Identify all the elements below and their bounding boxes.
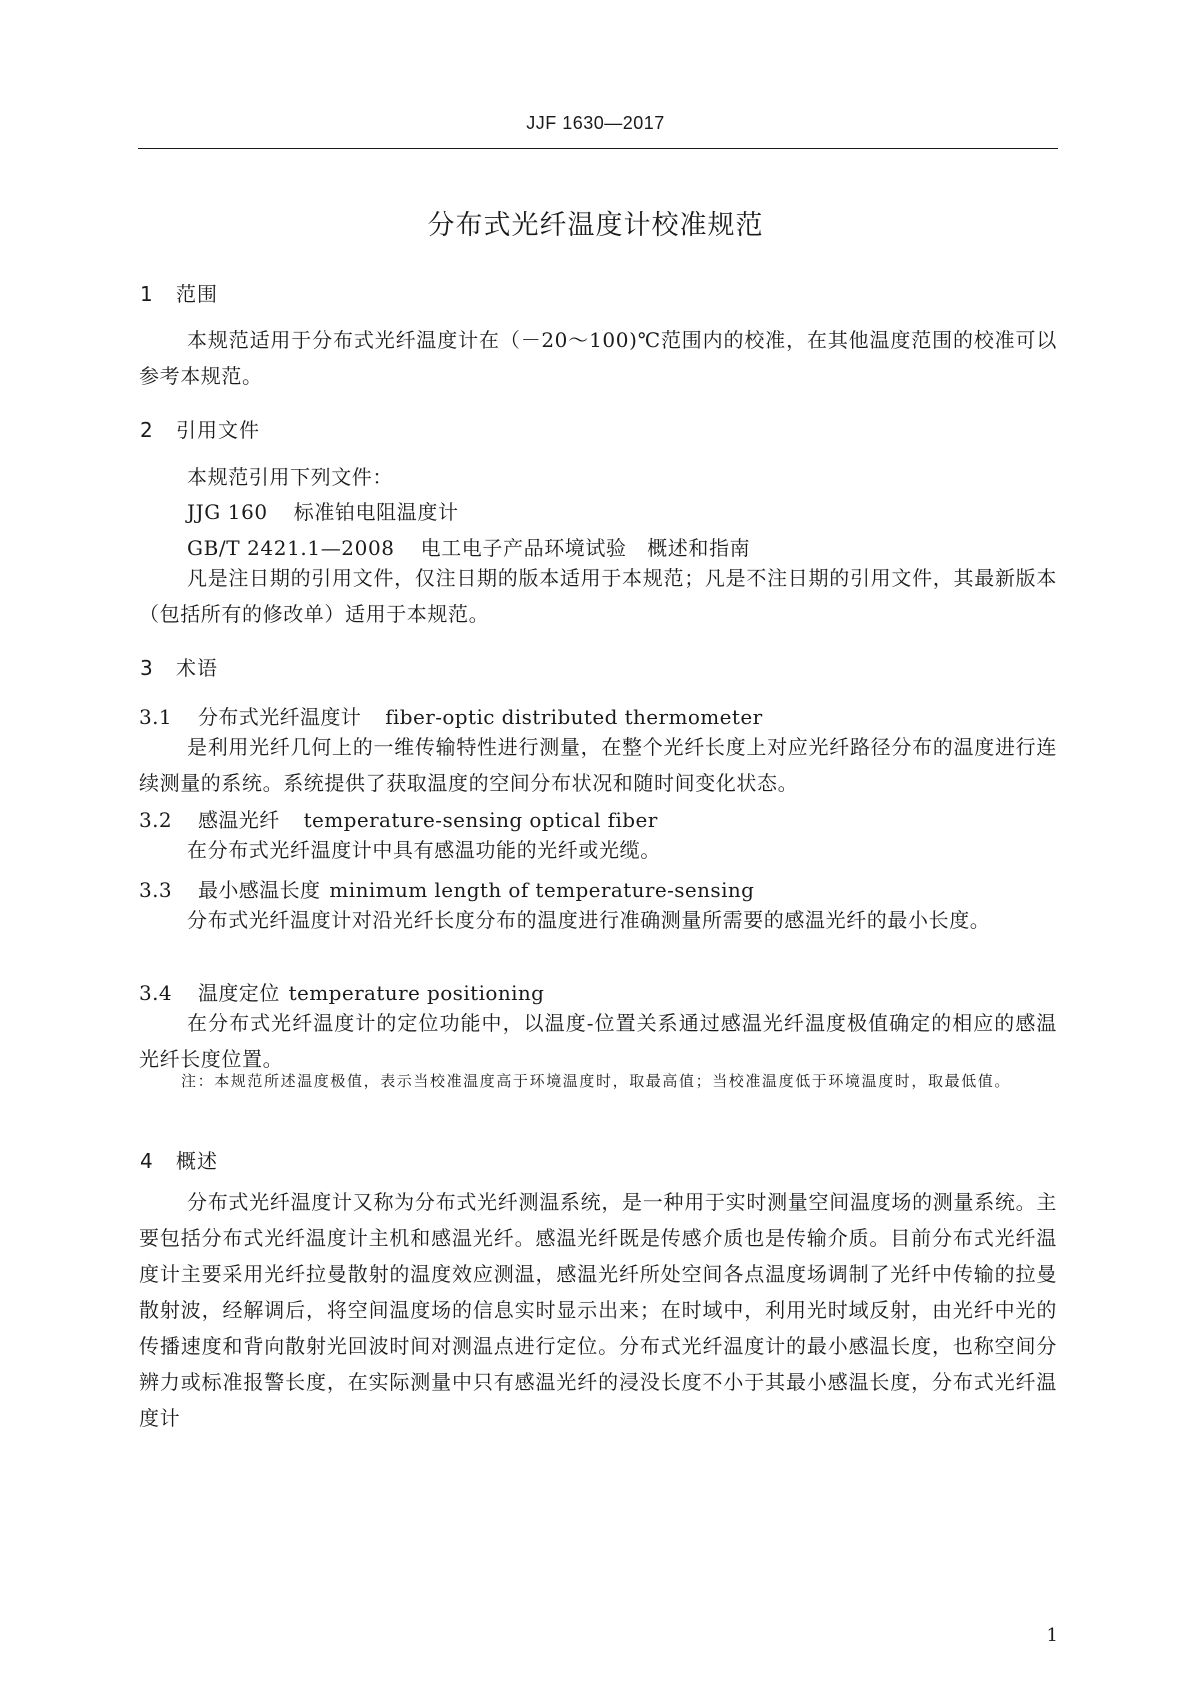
term-definition: 在分布式光纤温度计的定位功能中，以温度-位置关系通过感温光纤温度极值确定的相应的感温光纤长度位置。 — [139, 1011, 1057, 1071]
section-number: 1 — [140, 282, 154, 306]
reference-code: GB/T 2421.1—2008 — [187, 536, 395, 560]
term-english: minimum length of temperature-sensing — [329, 878, 755, 902]
term-definition: 在分布式光纤温度计中具有感温功能的光纤或光缆。 — [187, 838, 661, 862]
term-number: 3.3 — [139, 878, 173, 902]
term-heading — [139, 874, 754, 903]
term-chinese: 最小感温长度 — [198, 878, 321, 902]
page-number: 1 — [1046, 1625, 1058, 1646]
term-english: temperature-sensing optical fiber — [303, 808, 658, 832]
note: 注：本规范所述温度极值，表示当校准温度高于环境温度时，取最高值；当校准温度低于环境温度时，取最低值。 — [181, 1072, 1012, 1090]
references-intro: 本规范引用下列文件： — [187, 465, 393, 489]
reference-name: 电工电子产品环境试验 概述和指南 — [420, 536, 751, 560]
section-2-heading — [140, 414, 260, 443]
reference-code: JJG 160 — [187, 500, 268, 524]
reference-item — [187, 532, 750, 561]
term-heading — [139, 804, 658, 833]
section-number: 2 — [140, 418, 154, 442]
term-definition: 是利用光纤几何上的一维传输特性进行测量，在整个光纤长度上对应光纤路径分布的温度进行连续测量的系统。系统提供了获取温度的空间分布状况和随时间变化状态。 — [139, 735, 1057, 795]
references-closing: 凡是注日期的引用文件，仅注日期的版本适用于本规范；凡是不注日期的引用文件，其最新版本（包括所有的修改单）适用于本规范。 — [139, 566, 1057, 626]
term-chinese: 温度定位 — [198, 981, 280, 1005]
term-number: 3.2 — [139, 808, 173, 832]
term-heading — [139, 701, 763, 730]
term-chinese: 分布式光纤温度计 — [198, 705, 362, 729]
reference-item — [187, 496, 459, 525]
reference-name: 标准铂电阻温度计 — [293, 500, 459, 524]
section-1-heading — [140, 278, 218, 307]
term-number: 3.4 — [139, 981, 173, 1005]
term-number: 3.1 — [139, 705, 173, 729]
section-title: 范围 — [176, 282, 218, 306]
section-title: 概述 — [176, 1149, 218, 1173]
section-title: 引用文件 — [176, 418, 260, 442]
term-heading — [139, 977, 544, 1006]
term-definition: 分布式光纤温度计对沿光纤长度分布的温度进行准确测量所需要的感温光纤的最小长度。 — [187, 908, 991, 932]
header-rule — [138, 148, 1058, 149]
document-code: JJF 1630—2017 — [526, 113, 665, 133]
section-4-body: 分布式光纤温度计又称为分布式光纤测温系统，是一种用于实时测量空间温度场的测量系统。主要包括分布式光纤温度计主机和感温光纤。感温光纤既是传感介质也是传输介质。目前分布式光纤温度计主要采用光纤拉曼散射的温度效应测温，感温光纤所处空间各点温度场调制了光纤中传输的拉曼散射波，经解调后，将空间温度场的信息实时显示出来；在时域中，利用光时域反射，由光纤中光的传播速度和背向散射光回波时间对测温点进行定位。分布式光纤温度计的最小感温长度，也称空间分辨力或标准报警长度，在实际测量中只有感温光纤的浸没长度不小于其最小感温长度，分布式光纤温度计 — [139, 1190, 1057, 1430]
section-number: 3 — [140, 656, 154, 680]
term-english: fiber-optic distributed thermometer — [385, 705, 763, 729]
document-title: 分布式光纤温度计校准规范 — [427, 210, 764, 241]
section-number: 4 — [140, 1149, 154, 1173]
section-3-heading — [140, 652, 218, 681]
term-english: temperature positioning — [288, 981, 545, 1005]
section-title: 术语 — [176, 656, 218, 680]
section-4-heading — [140, 1145, 218, 1174]
section-1-body: 本规范适用于分布式光纤温度计在（－20～100)℃范围内的校准，在其他温度范围的校准可以参考本规范。 — [139, 328, 1057, 388]
term-chinese: 感温光纤 — [198, 808, 280, 832]
